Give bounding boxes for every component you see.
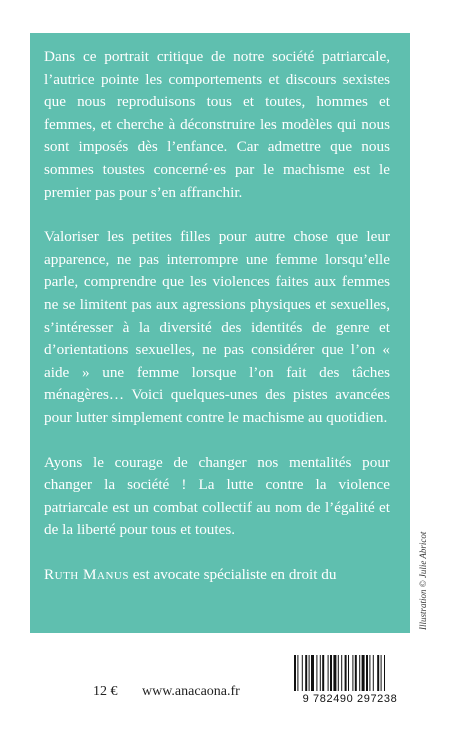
barcode-bar	[345, 655, 347, 691]
isbn-number: 9 782490 297238	[302, 693, 398, 705]
author-bio-text: est avocate spécialiste en droit du	[129, 565, 337, 583]
barcode-bar	[294, 655, 296, 691]
illustration-credit-text: Illustration © Julie Abricot	[418, 531, 428, 630]
barcode-bar	[302, 655, 303, 691]
illustration-credit	[418, 480, 430, 630]
barcode-bar	[359, 655, 360, 691]
barcode-bar	[311, 655, 314, 691]
barcode-bar	[333, 655, 336, 691]
barcode-bar	[328, 655, 329, 691]
back-cover-blurb	[44, 46, 390, 586]
barcode-bar	[381, 655, 382, 691]
barcode-bars	[294, 655, 416, 691]
barcode-bar	[309, 655, 310, 691]
author-name: Ruth Manus	[44, 565, 129, 583]
blurb-paragraph-1: Dans ce portrait critique de notre société patriarcale, l’autrice pointe les comportements et discours sexistes que nous reproduisons tous et toutes, hommes et femmes, et cherche à déconstruire les modèles qui nous sont imposés dès l’enfance. Car admettre que nous sommes toustes concerné·es par le machisme est le premier pas pour s’en affranchir.	[44, 48, 390, 201]
barcode-bar	[348, 655, 349, 691]
barcode-bar	[377, 655, 379, 691]
barcode-bar	[320, 655, 321, 691]
barcode-bar	[330, 655, 332, 691]
barcode-bar	[366, 655, 368, 691]
publisher-website: www.anacaona.fr	[142, 684, 240, 699]
barcode-bar	[362, 655, 365, 691]
barcode-bar	[369, 655, 370, 691]
barcode-bar	[341, 655, 342, 691]
barcode-bar	[305, 655, 307, 691]
barcode-bar	[384, 655, 385, 691]
barcode	[284, 651, 416, 707]
barcode-bar	[316, 655, 317, 691]
blurb-paragraph-2: Valoriser les petites filles pour autre chose que leur apparence, ne pas interrompre une femme lorsqu’elle parle, comprendre que les violences faites aux femmes ne se limitent pas aux agressions physiques et sexuelles, s’intéresser à la diversité des identités de genre et d’orientations sexuelles, ne pas considérer que l’on « aide » une femme lorsque l’on fait des tâches ménagères… Voici quelques-unes des pistes avancées pour lutter simplement contre le machisme au quotidien.	[44, 228, 390, 426]
barcode-bar	[373, 655, 374, 691]
barcode-bar	[297, 655, 298, 691]
barcode-bar	[352, 655, 353, 691]
author-bio	[44, 564, 390, 587]
barcode-bar	[322, 655, 324, 691]
barcode-bar	[355, 655, 357, 691]
blurb-paragraph-3: Ayons le courage de changer nos mentalités pour changer la société ! La lutte contre la violence patriarcale est un combat collectif au nom de l’égalité et de la liberté pour tous et toutes.	[44, 453, 390, 539]
price-label: 12 €	[93, 684, 118, 699]
barcode-bar	[338, 655, 339, 691]
